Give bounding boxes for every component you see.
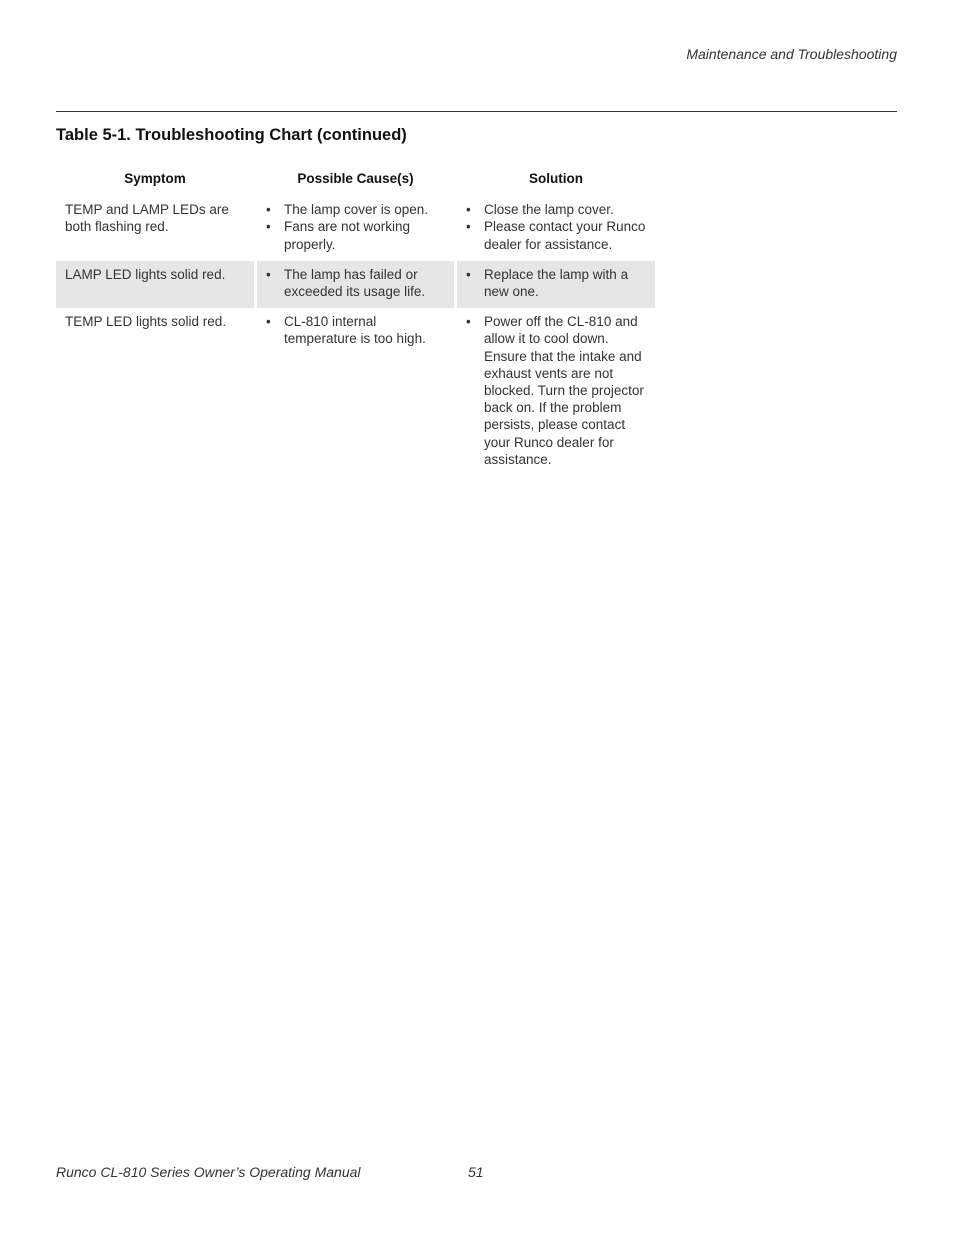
solutions-list (466, 313, 647, 468)
header-rule (56, 111, 897, 112)
list-item (466, 313, 647, 468)
list-item (466, 266, 647, 300)
solution-cell (457, 308, 655, 476)
solution-cell (457, 196, 655, 261)
causes-cell (257, 196, 454, 261)
solutions-list (466, 266, 647, 300)
symptom-cell: TEMP and LAMP LEDs are both flashing red. (65, 202, 229, 235)
cause-text: The lamp cover is open. (284, 202, 429, 218)
bullet-icon: • (266, 266, 271, 282)
bullet-icon: • (266, 202, 271, 218)
solution-cell (457, 261, 655, 308)
solution-text: Replace the lamp with a new one. (484, 266, 629, 300)
column-header-symptom: Symptom (124, 171, 186, 186)
symptom-cell: LAMP LED lights solid red. (56, 261, 254, 308)
list-item (466, 201, 647, 218)
list-item (266, 201, 446, 218)
column-header-causes: Possible Cause(s) (297, 171, 414, 186)
bullet-icon: • (466, 219, 471, 235)
troubleshooting-table (53, 165, 658, 476)
table-row (56, 261, 655, 308)
bullet-icon: • (466, 314, 471, 330)
footer-manual-title: Runco CL-810 Series Owner’s Operating Manual (56, 1164, 361, 1180)
table-header-row (56, 165, 655, 196)
bullet-icon: • (466, 266, 471, 282)
table-row (56, 196, 655, 261)
causes-cell (257, 308, 454, 476)
causes-cell (257, 261, 454, 308)
running-header: Maintenance and Troubleshooting (686, 46, 897, 62)
cause-text: Fans are not working properly. (284, 219, 411, 252)
bullet-icon: • (266, 219, 271, 235)
cause-text: CL-810 internal temperature is too high. (284, 314, 426, 347)
list-item (266, 218, 446, 252)
table-row (56, 308, 655, 476)
bullet-icon: • (266, 314, 271, 330)
causes-list (266, 201, 446, 253)
page-number: 51 (468, 1164, 484, 1180)
bullet-icon: • (466, 202, 471, 218)
solution-text: Power off the CL-810 and allow it to cool down. Ensure that the intake and exhaust vents are not blocked. Turn the projector back on. If the problem persists, please contact your Runco dealer for assistance. (484, 314, 644, 467)
causes-list (266, 266, 446, 300)
symptom-cell: TEMP LED lights solid red. (65, 314, 227, 330)
list-item (266, 266, 446, 300)
cause-text: The lamp has failed or exceeded its usage life. (284, 266, 426, 300)
list-item (466, 218, 647, 252)
solution-text: Close the lamp cover. (484, 202, 614, 218)
solutions-list (466, 201, 647, 253)
causes-list (266, 313, 446, 347)
list-item (266, 313, 446, 347)
column-header-solution: Solution (529, 171, 583, 186)
table-title: Table 5-1. Troubleshooting Chart (continued) (56, 126, 407, 144)
solution-text: Please contact your Runco dealer for assistance. (484, 219, 646, 252)
